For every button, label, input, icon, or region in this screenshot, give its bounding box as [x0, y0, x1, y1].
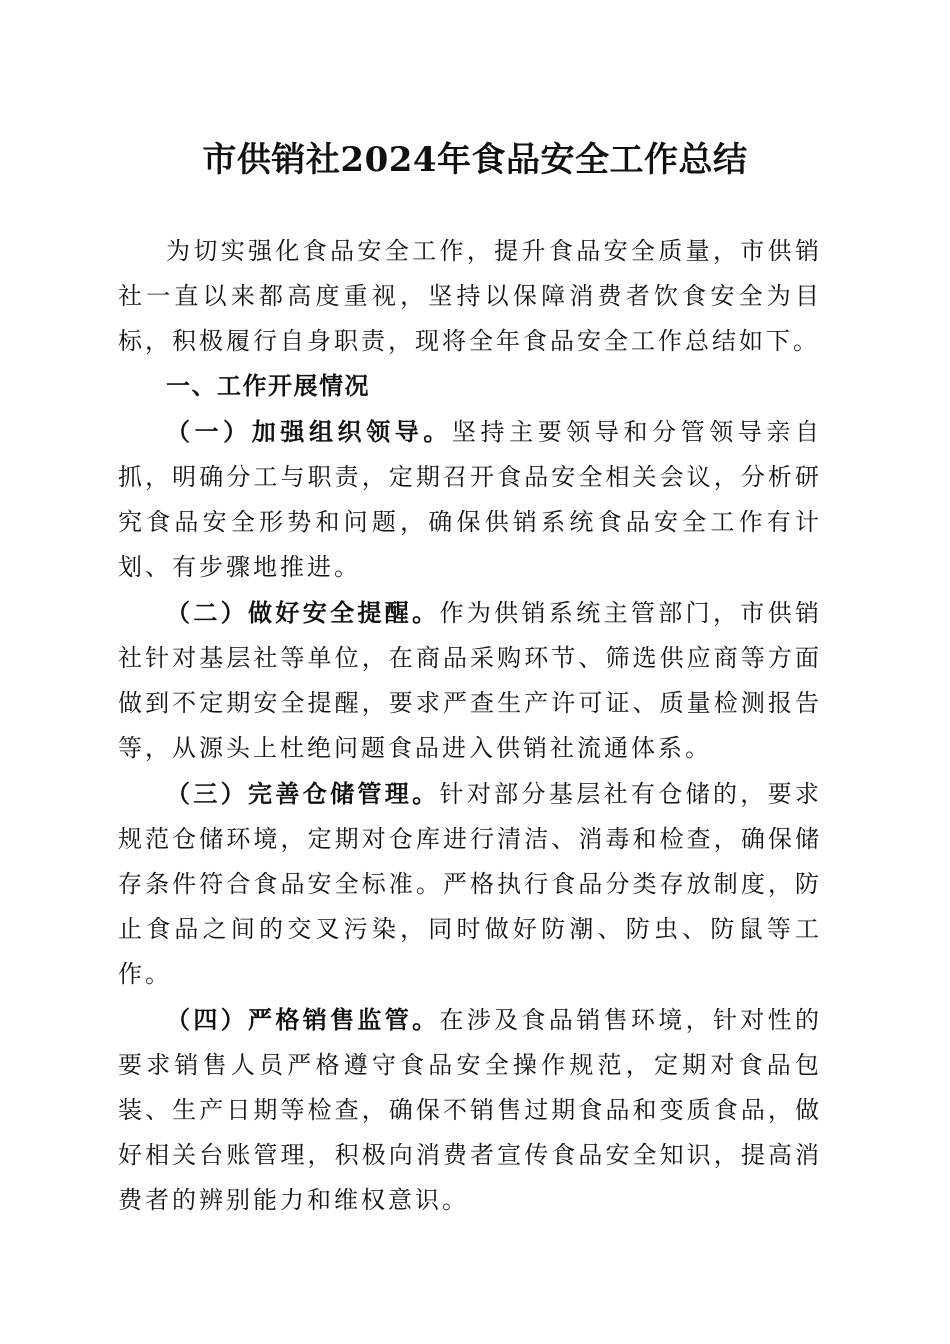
item-lead-1: （一）加强组织领导。 [166, 417, 452, 446]
section-heading: 一、工作开展情况 [166, 372, 370, 400]
item-lead-4: （四）严格销售监管。 [166, 1005, 440, 1034]
item-text-1: 坚持主要领导和分管领导亲自抓，明确分工与职责，定期召开食品安全相关会议，分析研究食品安全形势和问题，确保供销系统食品安全工作有计划、有步骤地推进。 [118, 418, 823, 581]
item-text-4: 在涉及食品销售环境，针对性的要求销售人员严格遵守食品安全操作规范，定期对食品包装、生产日期等检查，确保不销售过期食品和变质食品，做好相关台账管理，积极向消费者宣传食品安全知识，提高消费者的辨别能力和维权意识。 [118, 1006, 823, 1214]
intro-paragraph: 为切实强化食品安全工作，提升食品安全质量，市供销社一直以来都高度重视，坚持以保障消费者饮食安全为目标，积极履行自身职责，现将全年食品安全工作总结如下。 [118, 237, 822, 355]
item-paragraph-2 [118, 590, 822, 771]
item-paragraph-3 [118, 771, 822, 997]
item-lead-2: （二）做好安全提醒。 [166, 598, 440, 627]
document-body [118, 229, 822, 1223]
item-paragraph-1 [118, 409, 822, 590]
item-text-2: 作为供销系统主管部门，市供销社针对基层社等单位，在商品采购环节、筛选供应商等方面做到不定期安全提醒，要求严查生产许可证、质量检测报告等，从源头上杜绝问题食品进入供销社流通体系。 [118, 599, 823, 762]
item-text-3: 针对部分基层社有仓储的，要求规范仓储环境，定期对仓库进行清洁、消毒和检查，确保储存条件符合食品安全标准。严格执行食品分类存放制度，防止食品之间的交叉污染，同时做好防潮、防虫、防鼠等工作。 [118, 780, 823, 988]
item-paragraph-4 [118, 997, 822, 1223]
item-lead-3: （三）完善仓储管理。 [166, 779, 440, 808]
document-title: 市供销社2024年食品安全工作总结 [202, 140, 748, 180]
